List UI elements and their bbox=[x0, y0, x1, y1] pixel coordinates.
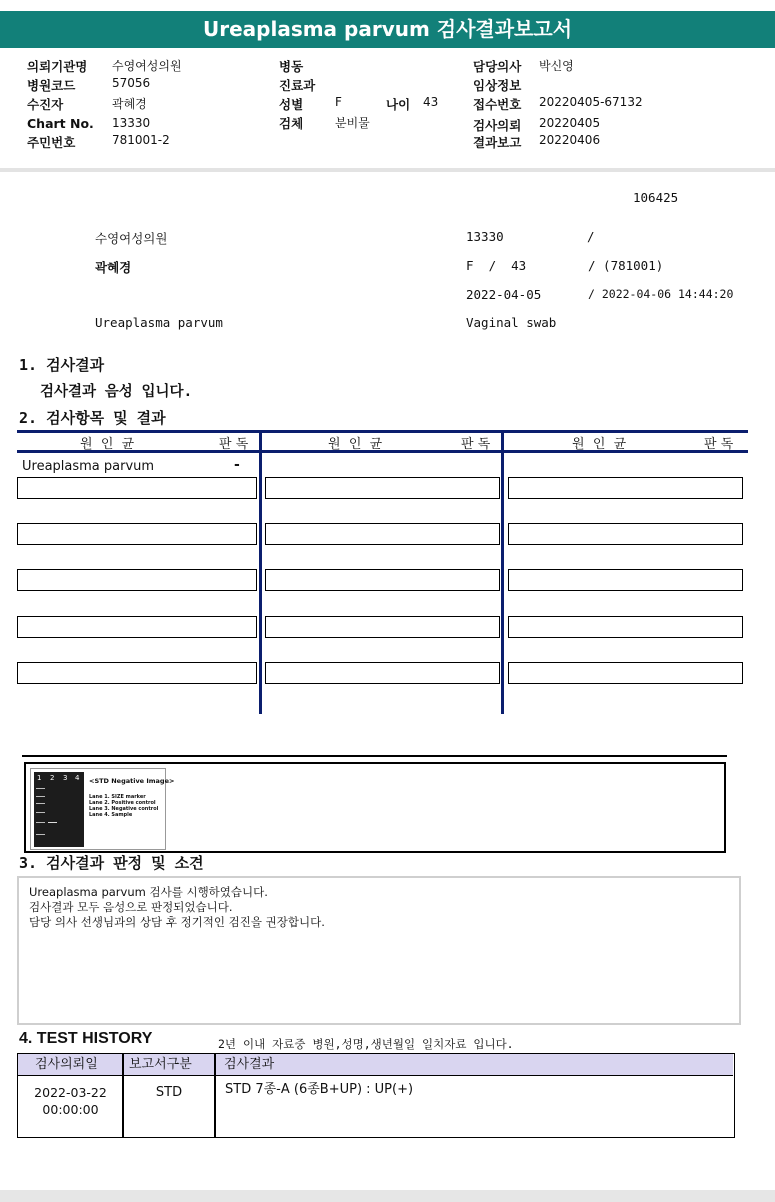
report-title: Ureaplasma parvum 검사결과보고서 bbox=[0, 11, 775, 48]
history-col-divider bbox=[214, 1054, 216, 1137]
header-label-institution: 의뢰기관명 bbox=[27, 59, 88, 74]
gel-image bbox=[30, 768, 175, 850]
col-head-judgement-2: 판 독 bbox=[461, 437, 491, 452]
header-value-request-date: 20220405 bbox=[539, 116, 601, 130]
header-label-ward: 병동 bbox=[279, 59, 304, 74]
result-cell bbox=[508, 569, 743, 591]
opinion-line: 검사결과 모두 음성으로 판정되었습니다. bbox=[29, 900, 233, 914]
col-head-pathogen-1: 원 인 균 bbox=[80, 437, 135, 452]
col-head-pathogen-3: 원 인 균 bbox=[572, 437, 627, 452]
result-cell bbox=[508, 523, 743, 545]
summary-report-datetime: / 2022-04-06 14:44:20 bbox=[588, 287, 734, 301]
gel-section-rule bbox=[22, 755, 727, 757]
section4-note: 2년 이내 자료중 병원,성명,생년월일 일치자료 입니다. bbox=[218, 1037, 514, 1051]
gel-legend-item: Lane 1. SIZE marker bbox=[89, 794, 146, 800]
summary-specimen: Vaginal swab bbox=[466, 315, 557, 330]
opinion-box bbox=[17, 876, 741, 1025]
gel-legend-item: Lane 3. Negative control bbox=[89, 806, 159, 812]
history-row-result: STD 7종-A (6종B+UP) : UP(+) bbox=[225, 1082, 414, 1097]
gel-lane-label: 4 bbox=[75, 774, 80, 782]
gel-electrophoresis-picture bbox=[34, 772, 84, 847]
result-cell bbox=[17, 616, 257, 638]
pathogen-name: Ureaplasma parvum bbox=[22, 459, 155, 474]
summary-patient: 곽혜경 bbox=[95, 260, 132, 275]
result-cell bbox=[265, 616, 500, 638]
header-value-specimen: 분비물 bbox=[335, 116, 370, 130]
opinion-line: Ureaplasma parvum 검사를 시행하였습니다. bbox=[29, 885, 268, 899]
header-label-age: 나이 bbox=[386, 97, 411, 112]
result-cell bbox=[508, 477, 743, 499]
gel-title: <STD Negative Image> bbox=[89, 777, 175, 785]
header-label-resident-no: 주민번호 bbox=[27, 135, 76, 150]
gel-lane-label: 2 bbox=[50, 774, 55, 782]
gel-band bbox=[36, 822, 45, 823]
header-value-doctor: 박신영 bbox=[539, 59, 574, 73]
history-col-type: 보고서구분 bbox=[129, 1057, 192, 1072]
gel-legend-item: Lane 2. Positive control bbox=[89, 800, 156, 806]
result-table-divider-2 bbox=[501, 430, 504, 714]
result-cell bbox=[508, 616, 743, 638]
section3-heading: 3. 검사결과 판정 및 소견 bbox=[19, 854, 204, 872]
footer-bar bbox=[0, 1190, 775, 1202]
header-label-report-date: 결과보고 bbox=[473, 135, 522, 150]
summary-sex-age: F / 43 bbox=[466, 258, 527, 273]
result-cell bbox=[265, 662, 500, 684]
header-value-age: 43 bbox=[423, 95, 439, 109]
header-value-report-date: 20220406 bbox=[539, 133, 601, 147]
gel-band bbox=[36, 796, 45, 797]
gel-legend-item: Lane 4. Sample bbox=[89, 812, 133, 818]
header-value-hospital-code: 57056 bbox=[112, 76, 151, 90]
history-table bbox=[17, 1053, 735, 1138]
header-label-request-date: 검사의뢰 bbox=[473, 118, 522, 133]
gel-lane-label: 1 bbox=[37, 774, 42, 782]
header-label-department: 진료과 bbox=[279, 78, 316, 93]
header-label-clinical-info: 임상정보 bbox=[473, 78, 522, 93]
section4-heading: 4. TEST HISTORY bbox=[19, 1030, 153, 1047]
header-label-doctor: 담당의사 bbox=[473, 59, 522, 74]
history-row-date: 2022-03-22 bbox=[34, 1085, 107, 1100]
result-cell bbox=[17, 569, 257, 591]
header-label-specimen: 검체 bbox=[279, 116, 304, 131]
header-value-patient: 곽혜경 bbox=[112, 97, 147, 111]
header-value-sex: F bbox=[335, 95, 342, 109]
history-row-type: STD bbox=[155, 1085, 183, 1100]
result-cell bbox=[17, 662, 257, 684]
result-cell bbox=[508, 662, 743, 684]
gel-image-frame bbox=[24, 762, 726, 853]
history-col-date: 검사의뢰일 bbox=[35, 1057, 98, 1072]
header-label-patient: 수진자 bbox=[27, 97, 64, 112]
history-row-time: 00:00:00 bbox=[42, 1102, 99, 1117]
col-head-pathogen-2: 원 인 균 bbox=[328, 437, 383, 452]
history-table-header bbox=[18, 1054, 733, 1076]
header-value-institution: 수영여성의원 bbox=[112, 59, 182, 73]
gel-band bbox=[36, 788, 45, 789]
result-table-divider-1 bbox=[259, 430, 262, 714]
header-label-hospital-code: 병원코드 bbox=[27, 78, 76, 93]
summary-clinic: 수영여성의원 bbox=[95, 231, 168, 246]
header-value-chart-no: 13330 bbox=[112, 116, 151, 130]
header-label-chart-no: Chart No. bbox=[27, 116, 94, 131]
header-divider bbox=[0, 168, 775, 172]
gel-band bbox=[36, 812, 45, 813]
result-cell bbox=[265, 523, 500, 545]
summary-id-number: 106425 bbox=[633, 190, 679, 205]
section2-heading: 2. 검사항목 및 결과 bbox=[19, 409, 166, 427]
gel-band bbox=[36, 803, 45, 804]
header-value-resident-no: 781001-2 bbox=[112, 133, 170, 147]
history-col-result: 검사결과 bbox=[224, 1057, 275, 1072]
col-head-judgement-3: 판 독 bbox=[704, 437, 734, 452]
header-label-receipt-no: 접수번호 bbox=[473, 97, 522, 112]
pathogen-result: - bbox=[234, 457, 240, 473]
col-head-judgement-1: 판 독 bbox=[219, 437, 249, 452]
gel-band bbox=[48, 822, 57, 823]
summary-test-name: Ureaplasma parvum bbox=[95, 315, 223, 330]
result-cell bbox=[17, 523, 257, 545]
section1-heading: 1. 검사결과 bbox=[19, 356, 105, 374]
gel-band bbox=[36, 834, 45, 835]
summary-birth: / (781001) bbox=[588, 258, 664, 273]
summary-slash: / bbox=[587, 229, 595, 244]
opinion-line: 담당 의사 선생님과의 상담 후 정기적인 검진을 권장합니다. bbox=[29, 915, 325, 929]
section1-result: 검사결과 음성 입니다. bbox=[40, 384, 193, 400]
summary-request-date: 2022-04-05 bbox=[466, 287, 542, 302]
result-cell bbox=[17, 477, 257, 499]
header-value-receipt-no: 20220405-67132 bbox=[539, 95, 643, 109]
result-cell bbox=[265, 569, 500, 591]
result-cell bbox=[265, 477, 500, 499]
header-label-sex: 성별 bbox=[279, 97, 304, 112]
summary-chart: 13330 bbox=[466, 229, 504, 244]
gel-lane-label: 3 bbox=[63, 774, 68, 782]
